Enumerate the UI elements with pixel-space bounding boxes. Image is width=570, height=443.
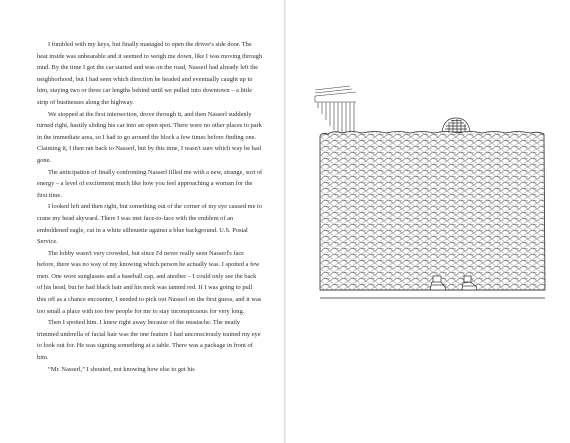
paragraph: The anticipation of finally confronting Nasserl filled me with a new, strange, sort of energy – a level of excitement much like how you feel approaching a woman for the first time. xyxy=(37,168,263,199)
hedge-illustration xyxy=(312,84,550,312)
paragraph: The lobby wasn't very crowded, but since I'd never really seen Nasserl's face before, there was no way of my knowing which person he actually was. I spotted a few men. One wore sunglasses and a baseball cap, and another – I could only see the back of his head, but he had black hair and his neck was tanned red. If I was going to pull this off as a chance encounter, I needed to pick out Nasserl on the first guess, and it was too small a place with too few people for me to stay inconspicuous for very long. xyxy=(37,249,262,315)
paragraph: “Mr. Nasserl,” I shouted, not knowing how else to get his xyxy=(48,365,195,373)
right-page xyxy=(286,0,570,443)
paragraph: I fumbled with my keys, but finally managed to open the driver's side door. The heat inside was unbearable and it seemed to weigh me down, like I was moving through mud. By the time I got the car started and was on the road, Nasserl had already left the neighborhood, but I had seen which direction he headed and eventually caught up to him, staying two or three car lengths behind until we pulled into downtown – a little strip of businesses along the highway. xyxy=(37,41,263,106)
hedge xyxy=(320,132,545,291)
ground xyxy=(320,290,545,298)
head-peeking xyxy=(442,118,470,132)
paragraph: Then I spotted him. I knew right away because of the mustache. The neatly trimmed umbrella of facial hair was the one feature I had unconsciously trained my eye to look out for. He was signing something at a table. There was a package in front of him. xyxy=(37,319,261,362)
roof-lines xyxy=(315,86,356,134)
body-text xyxy=(37,39,263,375)
paragraph: I looked left and then right, but something out of the corner of my eye caused me to crane my head skyward. There I was met face-to-face with the emblem of an emboldened eagle, cut in a white silhouette against a blue background. U.S. Postal Service. xyxy=(37,203,263,246)
paragraph: We stopped at the first intersection, drove through it, and then Nasserl suddenly turned right, hastily sliding his car into an open spot. There were no other places to park in the immediate area, so I had to go around the block a few times before finding one. Claiming it, I then ran back to Nasserl, but by this time, I wasn't sure which way he had gone. xyxy=(37,110,262,164)
